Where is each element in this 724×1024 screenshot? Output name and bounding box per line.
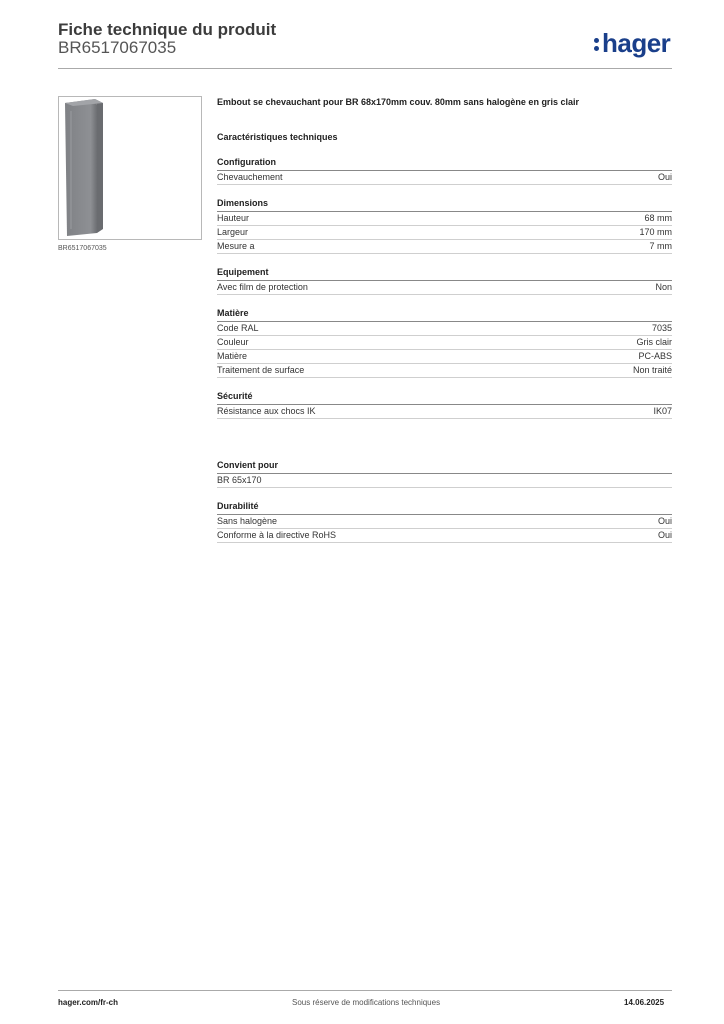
spec-value: IK07 xyxy=(653,406,672,416)
spec-row xyxy=(217,281,672,295)
spec-label: BR 65x170 xyxy=(217,475,262,485)
spec-row xyxy=(217,474,672,488)
spec-row xyxy=(217,322,672,336)
spec-group-convient-pour xyxy=(217,459,672,488)
spec-row xyxy=(217,515,672,529)
product-image-caption: BR6517067035 xyxy=(58,245,107,252)
spec-group-securite xyxy=(217,390,672,419)
spec-label: Couleur xyxy=(217,337,249,347)
spec-value: Gris clair xyxy=(636,337,672,347)
spec-value: Oui xyxy=(657,516,672,526)
spec-row xyxy=(217,226,672,240)
spec-value: 68 mm xyxy=(644,213,672,223)
spec-group-title: Dimensions xyxy=(217,197,672,212)
spec-group-equipement xyxy=(217,266,672,295)
spec-group-title: Sécurité xyxy=(217,390,672,405)
spec-group-dimensions xyxy=(217,197,672,254)
spec-value: Non traité xyxy=(632,365,672,375)
spec-group-title: Configuration xyxy=(217,156,672,171)
page-title: Fiche technique du produit xyxy=(58,20,277,39)
spec-value: Non xyxy=(655,282,672,292)
spec-value: 7035 xyxy=(651,323,672,333)
product-description: Embout se chevauchant pour BR 68x170mm couv. 80mm sans halogène en gris clair xyxy=(217,97,579,107)
spec-group-title: Matière xyxy=(217,307,672,322)
spec-group-title: Convient pour xyxy=(217,459,672,474)
footer-notice: Sous réserve de modifications techniques xyxy=(292,998,441,1007)
footer-date: 14.06.2025 xyxy=(624,998,665,1007)
spec-value: Oui xyxy=(657,530,672,540)
footer-website-link[interactable]: hager.com/fr-ch xyxy=(58,998,119,1007)
spec-label: Chevauchement xyxy=(217,172,283,182)
spec-value: PC-ABS xyxy=(638,351,672,361)
product-image xyxy=(59,97,201,239)
spec-label: Hauteur xyxy=(217,213,250,223)
spec-row xyxy=(217,240,672,254)
spec-group-matiere xyxy=(217,307,672,378)
spec-group-configuration xyxy=(217,156,672,185)
spec-group-title: Equipement xyxy=(217,266,672,281)
spec-label: Traitement de surface xyxy=(217,365,305,375)
spec-group-durabilite xyxy=(217,500,672,543)
spec-row xyxy=(217,529,672,543)
spec-row xyxy=(217,350,672,364)
spec-label: Avec film de protection xyxy=(217,282,308,292)
spec-row xyxy=(217,405,672,419)
spec-value: 170 mm xyxy=(639,227,672,237)
spec-row xyxy=(217,364,672,378)
spec-label: Résistance aux chocs IK xyxy=(217,406,316,416)
spec-label: Sans halogène xyxy=(217,516,278,526)
spec-row xyxy=(217,212,672,226)
spec-group-title: Durabilité xyxy=(217,500,672,515)
logo-text: hager xyxy=(602,28,671,58)
spec-value: 7 mm xyxy=(649,241,672,251)
spec-label: Largeur xyxy=(217,227,249,237)
spec-label: Matière xyxy=(217,351,248,361)
spec-heading: Caractéristiques techniques xyxy=(217,132,338,142)
spec-row xyxy=(217,336,672,350)
spec-label: Mesure a xyxy=(217,241,255,251)
spec-value: Oui xyxy=(657,172,672,182)
spec-label: Code RAL xyxy=(217,323,259,333)
hager-logo[interactable] xyxy=(594,28,670,59)
spec-row xyxy=(217,171,672,185)
product-image-frame xyxy=(58,96,202,240)
logo-dots-icon xyxy=(594,35,600,53)
product-reference: BR6517067035 xyxy=(58,38,177,57)
spec-label: Conforme à la directive RoHS xyxy=(217,530,337,540)
header-divider xyxy=(58,68,672,69)
footer-divider xyxy=(58,990,672,991)
spec-content xyxy=(217,96,672,543)
